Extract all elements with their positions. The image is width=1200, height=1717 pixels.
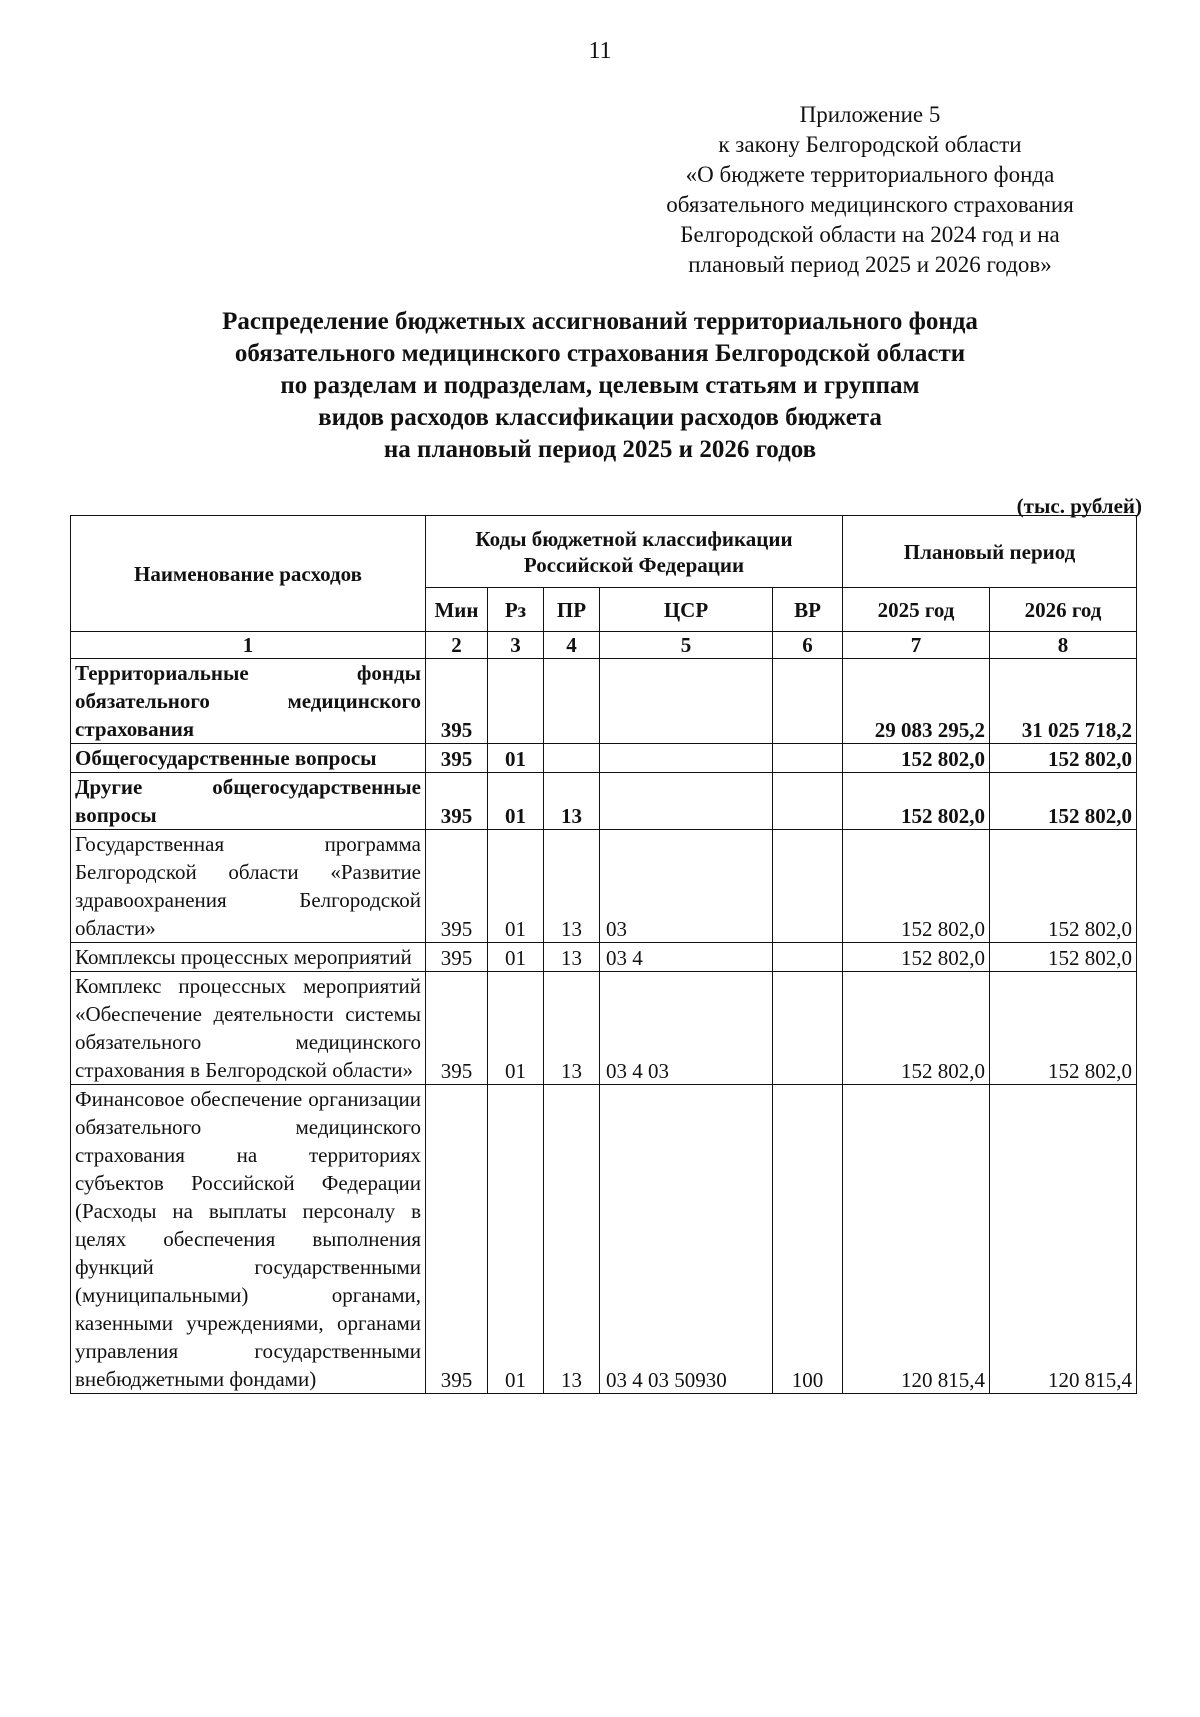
row-name: Территориальные фонды обязательного медицинского страхования xyxy=(71,659,426,744)
row-csr xyxy=(600,659,773,744)
row-min: 395 xyxy=(426,972,488,1085)
table-row xyxy=(71,830,1137,943)
row-name: Другие общегосударственные вопросы xyxy=(71,773,426,830)
row-csr xyxy=(600,744,773,773)
row-vr: 100 xyxy=(773,1085,843,1394)
row-pr xyxy=(544,659,600,744)
title-line: Распределение бюджетных ассигнований территориального фонда xyxy=(222,308,978,335)
row-2025: 152 802,0 xyxy=(843,972,990,1085)
row-2026: 152 802,0 xyxy=(990,830,1137,943)
column-number: 7 xyxy=(843,632,990,659)
column-number: 8 xyxy=(990,632,1137,659)
appendix-line: плановый период 2025 и 2026 годов» xyxy=(688,252,1052,277)
table-row xyxy=(71,773,1137,830)
row-2026: 120 815,4 xyxy=(990,1085,1137,1394)
appendix-header xyxy=(620,100,1120,280)
row-rz: 01 xyxy=(488,972,544,1085)
column-number: 3 xyxy=(488,632,544,659)
row-2026: 31 025 718,2 xyxy=(990,659,1137,744)
appendix-line: Приложение 5 xyxy=(799,102,941,127)
row-2026: 152 802,0 xyxy=(990,943,1137,972)
row-rz: 01 xyxy=(488,1085,544,1394)
row-2026: 152 802,0 xyxy=(990,744,1137,773)
header-period-group: Плановый период xyxy=(843,516,1137,588)
row-name: Комплекс процессных мероприятий «Обеспечение деятельности системы обязательного медицинского страхования в Белгородской области» xyxy=(71,972,426,1085)
row-vr xyxy=(773,972,843,1085)
column-number: 4 xyxy=(544,632,600,659)
title-line: по разделам и подразделам, целевым статьям и группам xyxy=(280,372,920,399)
title-line: обязательного медицинского страхования Белгородской области xyxy=(234,340,966,367)
row-min: 395 xyxy=(426,1085,488,1394)
column-number: 6 xyxy=(773,632,843,659)
appendix-line: к закону Белгородской области xyxy=(718,132,1022,157)
row-vr xyxy=(773,773,843,830)
row-min: 395 xyxy=(426,943,488,972)
title-line: видов расходов классификации расходов бюджета xyxy=(318,404,882,431)
row-rz: 01 xyxy=(488,744,544,773)
row-csr: 03 xyxy=(600,830,773,943)
budget-table xyxy=(70,515,1137,1394)
row-name: Государственная программа Белгородской области «Развитие здравоохранения Белгородской области» xyxy=(71,830,426,943)
header-codes-group: Коды бюджетной классификации Российской Федерации xyxy=(426,516,843,588)
row-2026: 152 802,0 xyxy=(990,972,1137,1085)
row-2025: 120 815,4 xyxy=(843,1085,990,1394)
document-title xyxy=(150,306,1050,466)
page-number: 11 xyxy=(588,38,612,64)
table-row xyxy=(71,972,1137,1085)
header-csr: ЦСР xyxy=(600,588,773,632)
row-vr xyxy=(773,659,843,744)
row-vr xyxy=(773,943,843,972)
table-row xyxy=(71,659,1137,744)
row-csr: 03 4 03 xyxy=(600,972,773,1085)
row-rz: 01 xyxy=(488,830,544,943)
row-pr: 13 xyxy=(544,943,600,972)
row-2026: 152 802,0 xyxy=(990,773,1137,830)
row-min: 395 xyxy=(426,773,488,830)
row-2025: 152 802,0 xyxy=(843,744,990,773)
row-pr: 13 xyxy=(544,972,600,1085)
header-rz: Рз xyxy=(488,588,544,632)
row-rz: 01 xyxy=(488,943,544,972)
row-2025: 152 802,0 xyxy=(843,943,990,972)
row-2025: 29 083 295,2 xyxy=(843,659,990,744)
row-min: 395 xyxy=(426,744,488,773)
column-number: 5 xyxy=(600,632,773,659)
appendix-line: «О бюджете территориального фонда xyxy=(685,162,1055,187)
row-min: 395 xyxy=(426,659,488,744)
row-2025: 152 802,0 xyxy=(843,830,990,943)
header-pr: ПР xyxy=(544,588,600,632)
appendix-line: Белгородской области на 2024 год и на xyxy=(680,222,1060,247)
row-csr: 03 4 03 50930 xyxy=(600,1085,773,1394)
row-csr xyxy=(600,773,773,830)
row-name: Финансовое обеспечение организации обязательного медицинского страхования на территориях субъектов Российской Федерации (Расходы на выплаты персоналу в целях обеспечения выполнения функций государственными (муниципальными) органами, казенными учреждениями, органами управления государственными внебюджетными фондами) xyxy=(71,1085,426,1394)
header-2025: 2025 год xyxy=(843,588,990,632)
row-rz xyxy=(488,659,544,744)
table-row xyxy=(71,744,1137,773)
row-2025: 152 802,0 xyxy=(843,773,990,830)
row-name: Общегосударственные вопросы xyxy=(71,744,426,773)
column-number: 1 xyxy=(71,632,426,659)
units-label: (тыс. рублей) xyxy=(1016,494,1142,518)
row-name: Комплексы процессных мероприятий xyxy=(71,943,426,972)
header-vr: ВР xyxy=(773,588,843,632)
table-row xyxy=(71,943,1137,972)
row-pr: 13 xyxy=(544,773,600,830)
appendix-line: обязательного медицинского страхования xyxy=(666,192,1074,217)
column-number: 2 xyxy=(426,632,488,659)
row-csr: 03 4 xyxy=(600,943,773,972)
row-vr xyxy=(773,830,843,943)
title-line: на плановый период 2025 и 2026 годов xyxy=(383,436,817,463)
row-vr xyxy=(773,744,843,773)
row-pr: 13 xyxy=(544,1085,600,1394)
row-pr xyxy=(544,744,600,773)
row-pr: 13 xyxy=(544,830,600,943)
table-row xyxy=(71,1085,1137,1394)
header-2026: 2026 год xyxy=(990,588,1137,632)
row-min: 395 xyxy=(426,830,488,943)
header-min: Мин xyxy=(426,588,488,632)
row-rz: 01 xyxy=(488,773,544,830)
header-name: Наименование расходов xyxy=(71,516,426,632)
